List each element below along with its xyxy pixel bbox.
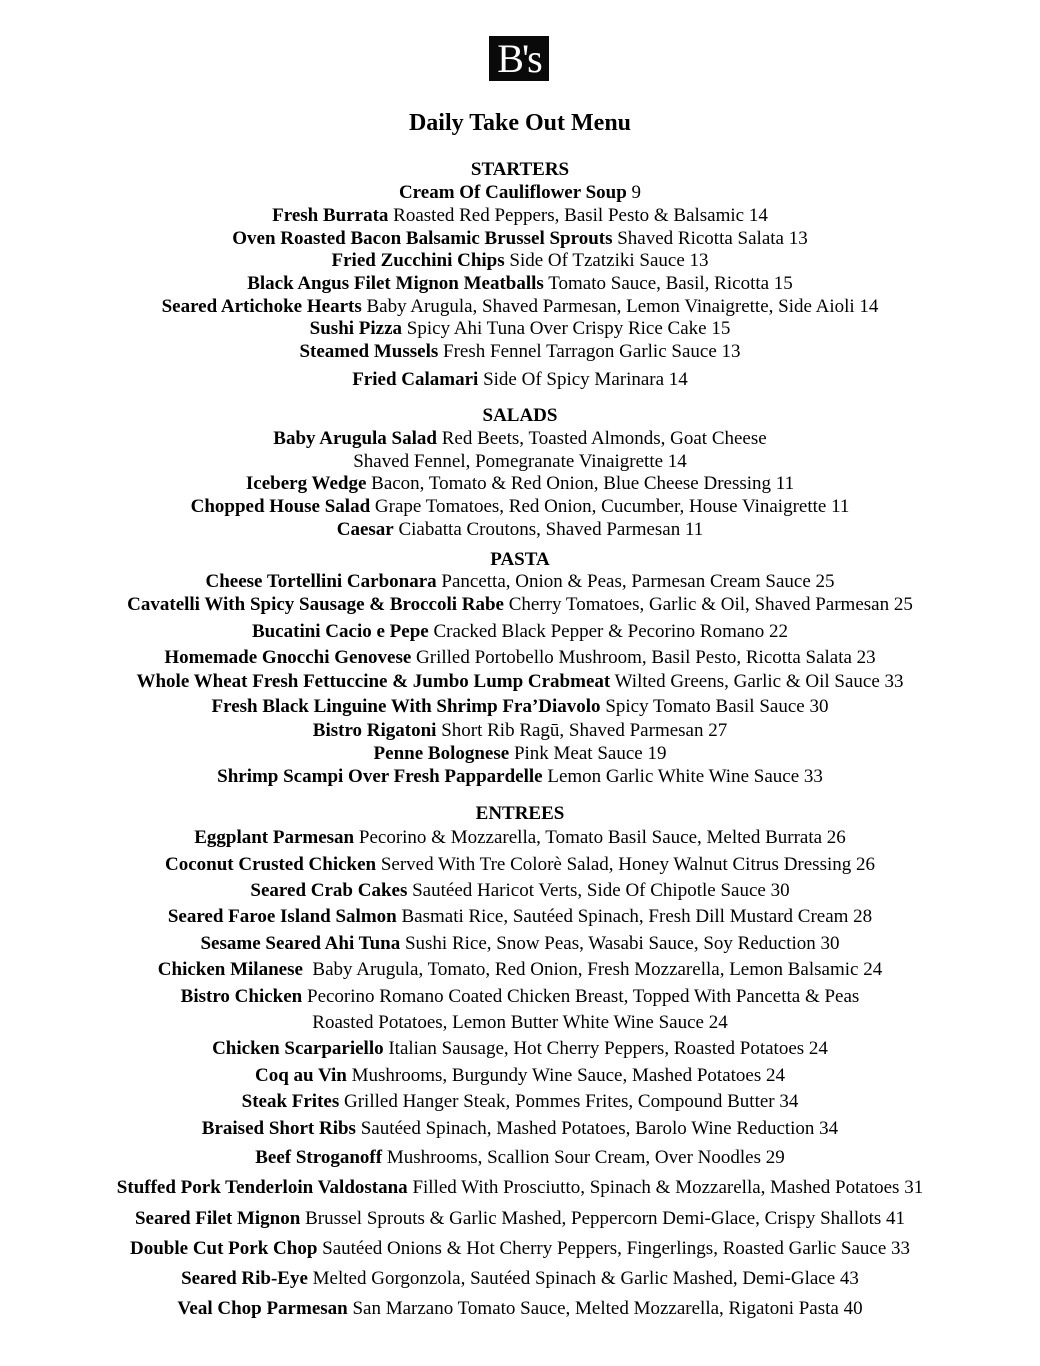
menu-item [0, 1297, 1040, 1321]
menu-item-description: Sautéed Spinach, Mashed Potatoes, Barolo Wine Reduction 34 [355, 1118, 839, 1139]
menu-item-description: Mushrooms, Scallion Sour Cream, Over Noodles 29 [382, 1147, 785, 1168]
restaurant-logo [489, 36, 549, 81]
menu-item [0, 719, 1040, 743]
menu-item-name: Chopped House Salad [190, 496, 371, 517]
menu-item [0, 518, 1040, 542]
section-heading-entrees: ENTREES [475, 803, 565, 824]
menu-item-description: Roasted Red Peppers, Basil Pesto & Balsamic 14 [388, 205, 768, 226]
menu-item-name: Beef Stroganoff [255, 1147, 383, 1168]
menu-item-name: Seared Crab Cakes [250, 880, 408, 901]
menu-item-description: Served With Tre Colorè Salad, Honey Walnut Citrus Dressing 26 [376, 854, 875, 875]
menu-item-name: Iceberg Wedge [245, 473, 367, 494]
menu-item-name: Fried Zucchini Chips [331, 250, 505, 271]
menu-item-description: San Marzano Tomato Sauce, Melted Mozzarella, Rigatoni Pasta 40 [347, 1298, 863, 1319]
section-heading-pasta: PASTA [490, 549, 550, 570]
menu-item-description: Bacon, Tomato & Red Onion, Blue Cheese Dressing 11 [366, 473, 795, 494]
menu-item [0, 227, 1040, 251]
menu-item [0, 472, 1040, 496]
menu-item [0, 905, 1040, 929]
menu-item [0, 1146, 1040, 1170]
menu-item-name: Penne Bolognese [373, 743, 510, 764]
menu-item [0, 181, 1040, 205]
menu-item-description: Tomato Sauce, Basil, Ricotta 15 [543, 273, 793, 294]
menu-item [0, 593, 1040, 617]
menu-item-description: Side Of Spicy Marinara 14 [478, 369, 688, 390]
menu-item-description: Baby Arugula, Tomato, Red Onion, Fresh Mozzarella, Lemon Balsamic 24 [302, 959, 883, 980]
menu-item-name: Fresh Black Linguine With Shrimp Fra’Diavolo [211, 696, 601, 717]
menu-item [0, 204, 1040, 228]
menu-item [0, 1237, 1040, 1261]
menu-item-name: Chicken Scarpariello [212, 1038, 384, 1059]
menu-item [0, 1011, 1040, 1035]
menu-item-name: Double Cut Pork Chop [130, 1238, 318, 1259]
section-heading-starters: STARTERS [470, 159, 570, 180]
menu-item-name: Braised Short Ribs [201, 1118, 356, 1139]
menu-item-name: Sushi Pizza [309, 318, 403, 339]
menu-item [0, 1207, 1040, 1231]
menu-item [0, 695, 1040, 719]
menu-item-description: Cherry Tomatoes, Garlic & Oil, Shaved Parmesan 25 [504, 594, 913, 615]
menu-item-description: Pecorino & Mozzarella, Tomato Basil Sauce, Melted Burrata 26 [354, 827, 846, 848]
menu-item-description: Brussel Sprouts & Garlic Mashed, Peppercorn Demi-Glace, Crispy Shallots 41 [300, 1208, 906, 1229]
page-title: Daily Take Out Menu [408, 110, 632, 136]
menu-item-description: Mushrooms, Burgundy Wine Sauce, Mashed Potatoes 24 [346, 1065, 786, 1086]
menu-item-name: Homemade Gnocchi Genovese [164, 647, 412, 668]
menu-item-name: Eggplant Parmesan [194, 827, 355, 848]
menu-item-name: Whole Wheat Fresh Fettuccine & Jumbo Lump Crabmeat [136, 671, 611, 692]
menu-item-description: Baby Arugula, Shaved Parmesan, Lemon Vinaigrette, Side Aioli 14 [361, 296, 879, 317]
menu-item-description: Wilted Greens, Garlic & Oil Sauce 33 [610, 671, 904, 692]
menu-item-description: Pink Meat Sauce 19 [509, 743, 667, 764]
menu-item-description: Grape Tomatoes, Red Onion, Cucumber, House Vinaigrette 11 [370, 496, 850, 517]
menu-item-name: Fresh Burrata [272, 205, 389, 226]
menu-item [0, 427, 1040, 451]
menu-item-name: Coq au Vin [254, 1065, 347, 1086]
menu-item-name: Chicken Milanese [157, 959, 303, 980]
menu-item [0, 368, 1040, 392]
menu-item-description: Spicy Ahi Tuna Over Crispy Rice Cake 15 [402, 318, 731, 339]
menu-item [0, 958, 1040, 982]
menu-item-description: Shaved Fennel, Pomegranate Vinaigrette 14 [353, 451, 687, 472]
menu-item-description: Side Of Tzatziki Sauce 13 [504, 250, 709, 271]
menu-item-name: Bistro Rigatoni [312, 720, 437, 741]
menu-item-name: Coconut Crusted Chicken [164, 854, 377, 875]
menu-item-description: Short Rib Ragū, Shaved Parmesan 27 [436, 720, 728, 741]
menu-item-name: Steamed Mussels [299, 341, 439, 362]
menu-item-description: Sushi Rice, Snow Peas, Wasabi Sauce, Soy Reduction 30 [400, 933, 840, 954]
menu-item-description: Shaved Ricotta Salata 13 [612, 228, 808, 249]
menu-item-name: Seared Artichoke Hearts [161, 296, 362, 317]
menu-item-name: Black Angus Filet Mignon Meatballs [247, 273, 544, 294]
menu-item [0, 1090, 1040, 1114]
menu-item-name: Cheese Tortellini Carbonara [205, 571, 437, 592]
menu-item-description: Pancetta, Onion & Peas, Parmesan Cream Sauce 25 [436, 571, 835, 592]
menu-item [0, 985, 1040, 1009]
menu-item [0, 670, 1040, 694]
menu-item-description: Grilled Hanger Steak, Pommes Frites, Compound Butter 34 [339, 1091, 799, 1112]
menu-item [0, 570, 1040, 594]
logo-mark: B's [497, 36, 541, 81]
menu-item [0, 295, 1040, 319]
menu-item-name: Fried Calamari [352, 369, 479, 390]
menu-item-description: Sautéed Haricot Verts, Side Of Chipotle Sauce 30 [407, 880, 790, 901]
menu-item-name: Bucatini Cacio e Pepe [251, 621, 429, 642]
menu-item-description: Pecorino Romano Coated Chicken Breast, Topped With Pancetta & Peas [302, 986, 860, 1007]
menu-item-name: Stuffed Pork Tenderloin Valdostana [116, 1177, 408, 1198]
menu-item-name: Bistro Chicken [180, 986, 303, 1007]
menu-item-name: Caesar [336, 519, 394, 540]
menu-item-name: Steak Frites [241, 1091, 340, 1112]
menu-item-description: Red Beets, Toasted Almonds, Goat Cheese [436, 428, 767, 449]
menu-item [0, 765, 1040, 789]
menu-item [0, 450, 1040, 474]
menu-item [0, 1037, 1040, 1061]
menu-item [0, 742, 1040, 766]
menu-item-description: 9 [626, 182, 642, 203]
menu-item-description: Spicy Tomato Basil Sauce 30 [600, 696, 829, 717]
menu-item-description: Filled With Prosciutto, Spinach & Mozzarella, Mashed Potatoes 31 [407, 1177, 924, 1198]
menu-item [0, 620, 1040, 644]
menu-item [0, 1267, 1040, 1291]
menu-item-name: Shrimp Scampi Over Fresh Pappardelle [217, 766, 543, 787]
menu-item [0, 1176, 1040, 1200]
menu-item-name: Seared Filet Mignon [134, 1208, 301, 1229]
menu-item [0, 879, 1040, 903]
menu-item [0, 272, 1040, 296]
menu-item [0, 932, 1040, 956]
menu-item-name: Sesame Seared Ahi Tuna [200, 933, 401, 954]
menu-item-description: Basmati Rice, Sautéed Spinach, Fresh Dill Mustard Cream 28 [396, 906, 873, 927]
menu-item-name: Oven Roasted Bacon Balsamic Brussel Sprouts [232, 228, 613, 249]
menu-item-description: Italian Sausage, Hot Cherry Peppers, Roasted Potatoes 24 [383, 1038, 828, 1059]
menu-item-name: Seared Faroe Island Salmon [167, 906, 397, 927]
menu-item [0, 1117, 1040, 1141]
menu-item [0, 495, 1040, 519]
menu-item [0, 1064, 1040, 1088]
menu-item-name: Cavatelli With Spicy Sausage & Broccoli Rabe [127, 594, 504, 615]
menu-item-description: Cracked Black Pepper & Pecorino Romano 22 [428, 621, 789, 642]
menu-item [0, 317, 1040, 341]
menu-item [0, 646, 1040, 670]
menu-item-name: Baby Arugula Salad [273, 428, 437, 449]
menu-item-description: Roasted Potatoes, Lemon Butter White Wine Sauce 24 [312, 1012, 728, 1033]
menu-item-description: Grilled Portobello Mushroom, Basil Pesto, Ricotta Salata 23 [411, 647, 876, 668]
menu-item-name: Seared Rib-Eye [181, 1268, 308, 1289]
menu-item-description: Ciabatta Croutons, Shaved Parmesan 11 [393, 519, 704, 540]
menu-item [0, 340, 1040, 364]
menu-item-description: Melted Gorgonzola, Sautéed Spinach & Garlic Mashed, Demi-Glace 43 [307, 1268, 859, 1289]
menu-item-name: Cream Of Cauliflower Soup [398, 182, 627, 203]
menu-item-name: Veal Chop Parmesan [177, 1298, 348, 1319]
menu-item-description: Fresh Fennel Tarragon Garlic Sauce 13 [438, 341, 741, 362]
menu-item [0, 249, 1040, 273]
menu-item [0, 826, 1040, 850]
menu-item-description: Sautéed Onions & Hot Cherry Peppers, Fingerlings, Roasted Garlic Sauce 33 [317, 1238, 910, 1259]
menu-item [0, 853, 1040, 877]
section-heading-salads: SALADS [482, 405, 558, 426]
menu-item-description: Lemon Garlic White Wine Sauce 33 [542, 766, 823, 787]
